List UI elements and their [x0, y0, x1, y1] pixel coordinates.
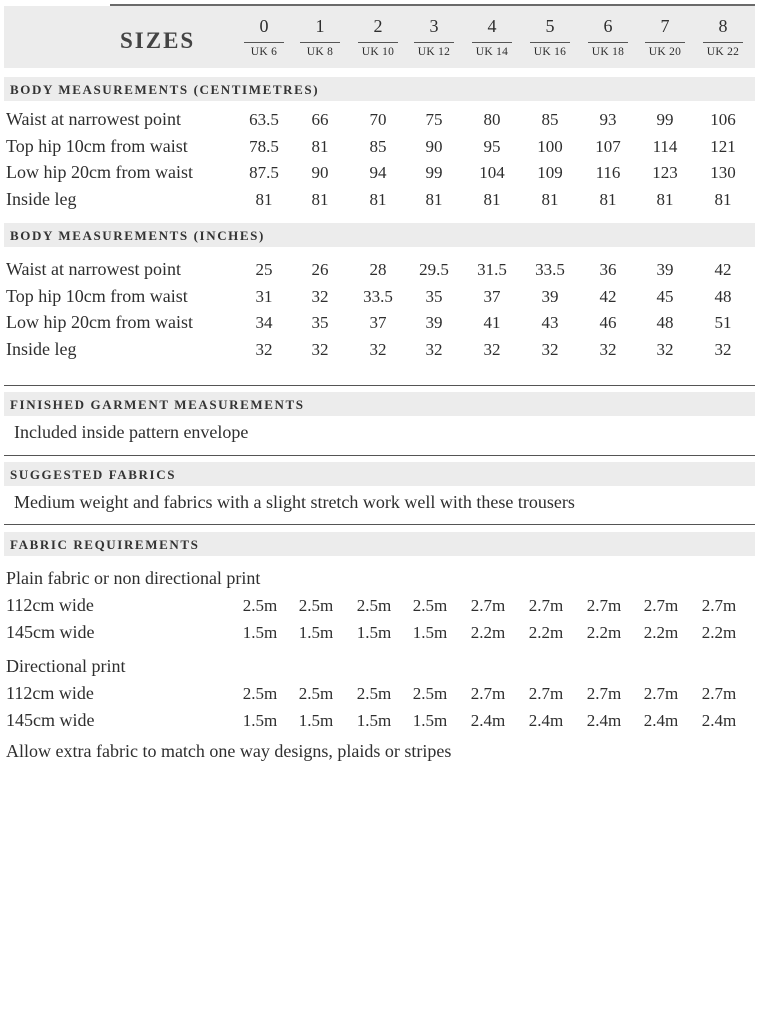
table-cell: 26	[311, 260, 329, 279]
table-cell: 81	[255, 190, 273, 209]
table-cell: 85	[369, 137, 387, 156]
table-cell: 2.5m	[298, 684, 334, 703]
finished-text: Included inside pattern envelope	[14, 422, 249, 442]
table-cell: 2.7m	[528, 596, 564, 615]
uk-size: UK 22	[706, 46, 740, 58]
table-cell: 85	[541, 110, 559, 129]
size-rule	[472, 42, 512, 43]
table-cell: 2.4m	[470, 711, 506, 730]
table-cell: 93	[599, 110, 617, 129]
table-cell: 2.2m	[701, 623, 737, 642]
size-number: 4	[487, 16, 497, 36]
table-cell: 48	[714, 287, 732, 306]
table-cell: 95	[483, 137, 501, 156]
table-cell: 2.7m	[701, 684, 737, 703]
table-cell: 2.7m	[701, 596, 737, 615]
table-cell: 81	[656, 190, 674, 209]
table-cell: 2.5m	[412, 684, 448, 703]
size-number: 2	[373, 16, 383, 36]
table-cell: 116	[595, 163, 621, 182]
table-cell: 99	[656, 110, 674, 129]
table-cell: 2.2m	[528, 623, 564, 642]
size-column	[410, 14, 458, 58]
row-label: Waist at narrowest point	[6, 109, 182, 129]
table-cell: 41	[483, 313, 501, 332]
table-cell: 2.4m	[586, 711, 622, 730]
table-cell: 106	[710, 110, 736, 129]
size-rule	[300, 42, 340, 43]
table-cell: 36	[599, 260, 617, 279]
row-label: 145cm wide	[6, 710, 95, 730]
size-rule	[244, 42, 284, 43]
table-cell: 81	[369, 190, 387, 209]
section-heading: FABRIC REQUIREMENTS	[10, 537, 200, 552]
table-cell: 81	[599, 190, 617, 209]
size-rule	[703, 42, 743, 43]
table-cell: 75	[425, 110, 443, 129]
row-label: Inside leg	[6, 189, 77, 209]
table-cell: 66	[311, 110, 329, 129]
table-cell: 42	[599, 287, 617, 306]
table-cell: 42	[714, 260, 732, 279]
size-rule	[530, 42, 570, 43]
table-cell: 78.5	[249, 137, 279, 156]
table-cell: 37	[483, 287, 501, 306]
table-cell: 90	[425, 137, 443, 156]
table-cell: 45	[656, 287, 674, 306]
table-cell: 32	[311, 340, 329, 359]
uk-size: UK 8	[306, 46, 334, 58]
table-cell: 32	[425, 340, 443, 359]
table-cell: 35	[425, 287, 443, 306]
uk-size: UK 18	[591, 46, 625, 58]
table-cell: 32	[483, 340, 501, 359]
table-cell: 80	[483, 110, 501, 129]
table-cell: 2.5m	[356, 596, 392, 615]
section-heading: SUGGESTED FABRICS	[10, 467, 177, 482]
table-cell: 32	[656, 340, 674, 359]
size-column	[526, 14, 574, 58]
table-cell: 2.7m	[528, 684, 564, 703]
table-cell: 2.7m	[470, 684, 506, 703]
size-rule	[588, 42, 628, 43]
section-fabrics	[4, 462, 755, 486]
table-cell: 81	[714, 190, 732, 209]
table-cell: 104	[479, 163, 505, 182]
table-cell: 33.5	[363, 287, 393, 306]
row-label: Low hip 20cm from waist	[6, 312, 193, 332]
table-cell: 1.5m	[356, 623, 392, 642]
table-cell: 1.5m	[412, 711, 448, 730]
section-heading: BODY MEASUREMENTS (CENTIMETRES)	[10, 82, 320, 97]
size-column	[296, 14, 344, 58]
table-cell: 2.2m	[470, 623, 506, 642]
size-number: 1	[315, 16, 325, 36]
table-cell: 43	[541, 313, 559, 332]
table-cell: 32	[255, 340, 273, 359]
table-cell: 81	[311, 190, 329, 209]
size-rule	[645, 42, 685, 43]
row-label: Waist at narrowest point	[6, 259, 182, 279]
uk-size: UK 6	[250, 46, 278, 58]
plain-title: Plain fabric or non directional print	[6, 568, 261, 588]
size-column	[699, 14, 747, 58]
table-cell: 33.5	[535, 260, 565, 279]
uk-size: UK 12	[417, 46, 451, 58]
size-rule	[358, 42, 398, 43]
table-cell: 87.5	[249, 163, 279, 182]
table-cell: 1.5m	[412, 623, 448, 642]
table-cell: 81	[541, 190, 559, 209]
divider	[4, 455, 755, 456]
fabrics-text: Medium weight and fabrics with a slight stretch work well with these trousers	[14, 492, 575, 512]
size-column	[468, 14, 516, 58]
table-cell: 81	[311, 137, 329, 156]
table-cell: 1.5m	[298, 711, 334, 730]
table-cell: 1.5m	[356, 711, 392, 730]
table-cell: 39	[656, 260, 674, 279]
table-cell: 81	[425, 190, 443, 209]
table-cell: 34	[255, 313, 273, 332]
table-cell: 123	[652, 163, 678, 182]
size-number: 3	[429, 16, 439, 36]
uk-size: UK 16	[533, 46, 567, 58]
table-cell: 25	[255, 260, 273, 279]
size-column	[354, 14, 402, 58]
table-cell: 39	[541, 287, 559, 306]
allowance-note: Allow extra fabric to match one way designs, plaids or stripes	[6, 741, 452, 761]
size-number: 7	[660, 16, 670, 36]
table-cell: 35	[311, 313, 329, 332]
table-cell: 114	[652, 137, 678, 156]
table-cell: 48	[656, 313, 674, 332]
table-cell: 2.2m	[586, 623, 622, 642]
table-cell: 2.7m	[586, 684, 622, 703]
divider	[4, 385, 755, 386]
table-cell: 51	[714, 313, 732, 332]
table-cell: 2.7m	[586, 596, 622, 615]
section-requirements	[4, 532, 755, 556]
table-cell: 99	[425, 163, 443, 182]
table-cell: 81	[483, 190, 501, 209]
table-cell: 121	[710, 137, 736, 156]
row-label: Top hip 10cm from waist	[6, 286, 188, 306]
section-finished	[4, 392, 755, 416]
table-cell: 1.5m	[242, 623, 278, 642]
table-cell: 90	[311, 163, 329, 182]
table-cell: 2.5m	[242, 596, 278, 615]
table-cell: 29.5	[419, 260, 449, 279]
table-cell: 31.5	[477, 260, 507, 279]
table-cell: 1.5m	[298, 623, 334, 642]
table-cell: 31	[255, 287, 273, 306]
table-cell: 2.5m	[298, 596, 334, 615]
table-cell: 107	[595, 137, 621, 156]
directional-title: Directional print	[6, 656, 126, 676]
table-cell: 32	[541, 340, 559, 359]
table-cell: 46	[599, 313, 617, 332]
divider	[4, 524, 755, 525]
table-cell: 2.7m	[643, 684, 679, 703]
section-heading: FINISHED GARMENT MEASUREMENTS	[10, 397, 305, 412]
row-label: 145cm wide	[6, 622, 95, 642]
table-cell: 2.5m	[242, 684, 278, 703]
table-cell: 2.7m	[643, 596, 679, 615]
table-cell: 109	[537, 163, 563, 182]
table-cell: 2.4m	[701, 711, 737, 730]
table-cell: 32	[311, 287, 329, 306]
size-number: 5	[545, 16, 555, 36]
table-cell: 94	[369, 163, 387, 182]
size-number: 0	[259, 16, 269, 36]
table-cell: 39	[425, 313, 443, 332]
size-number: 8	[718, 16, 728, 36]
table-cell: 32	[369, 340, 387, 359]
row-label: 112cm wide	[6, 595, 94, 615]
table-cell: 70	[369, 110, 387, 129]
uk-size: UK 20	[648, 46, 682, 58]
size-column	[641, 14, 689, 58]
table-cell: 32	[714, 340, 732, 359]
table-cell: 2.5m	[412, 596, 448, 615]
table-cell: 63.5	[249, 110, 279, 129]
table-cell: 2.4m	[643, 711, 679, 730]
uk-size: UK 14	[475, 46, 509, 58]
sizes-title: SIZES	[120, 28, 196, 53]
row-label: Top hip 10cm from waist	[6, 136, 188, 156]
table-cell: 28	[369, 260, 387, 279]
table-cell: 100	[537, 137, 563, 156]
table-cell: 2.7m	[470, 596, 506, 615]
table-cell: 2.5m	[356, 684, 392, 703]
size-column	[240, 14, 288, 58]
row-label: 112cm wide	[6, 683, 94, 703]
section-body-inches	[4, 223, 755, 247]
table-cell: 1.5m	[242, 711, 278, 730]
section-body-cm	[4, 77, 755, 101]
table-cell: 32	[599, 340, 617, 359]
row-label: Low hip 20cm from waist	[6, 162, 193, 182]
section-heading: BODY MEASUREMENTS (INCHES)	[10, 228, 265, 243]
table-cell: 2.2m	[643, 623, 679, 642]
row-label: Inside leg	[6, 339, 77, 359]
size-rule	[414, 42, 454, 43]
size-number: 6	[603, 16, 613, 36]
table-cell: 37	[369, 313, 387, 332]
uk-size: UK 10	[361, 46, 395, 58]
size-column	[584, 14, 632, 58]
table-cell: 2.4m	[528, 711, 564, 730]
table-cell: 130	[710, 163, 736, 182]
